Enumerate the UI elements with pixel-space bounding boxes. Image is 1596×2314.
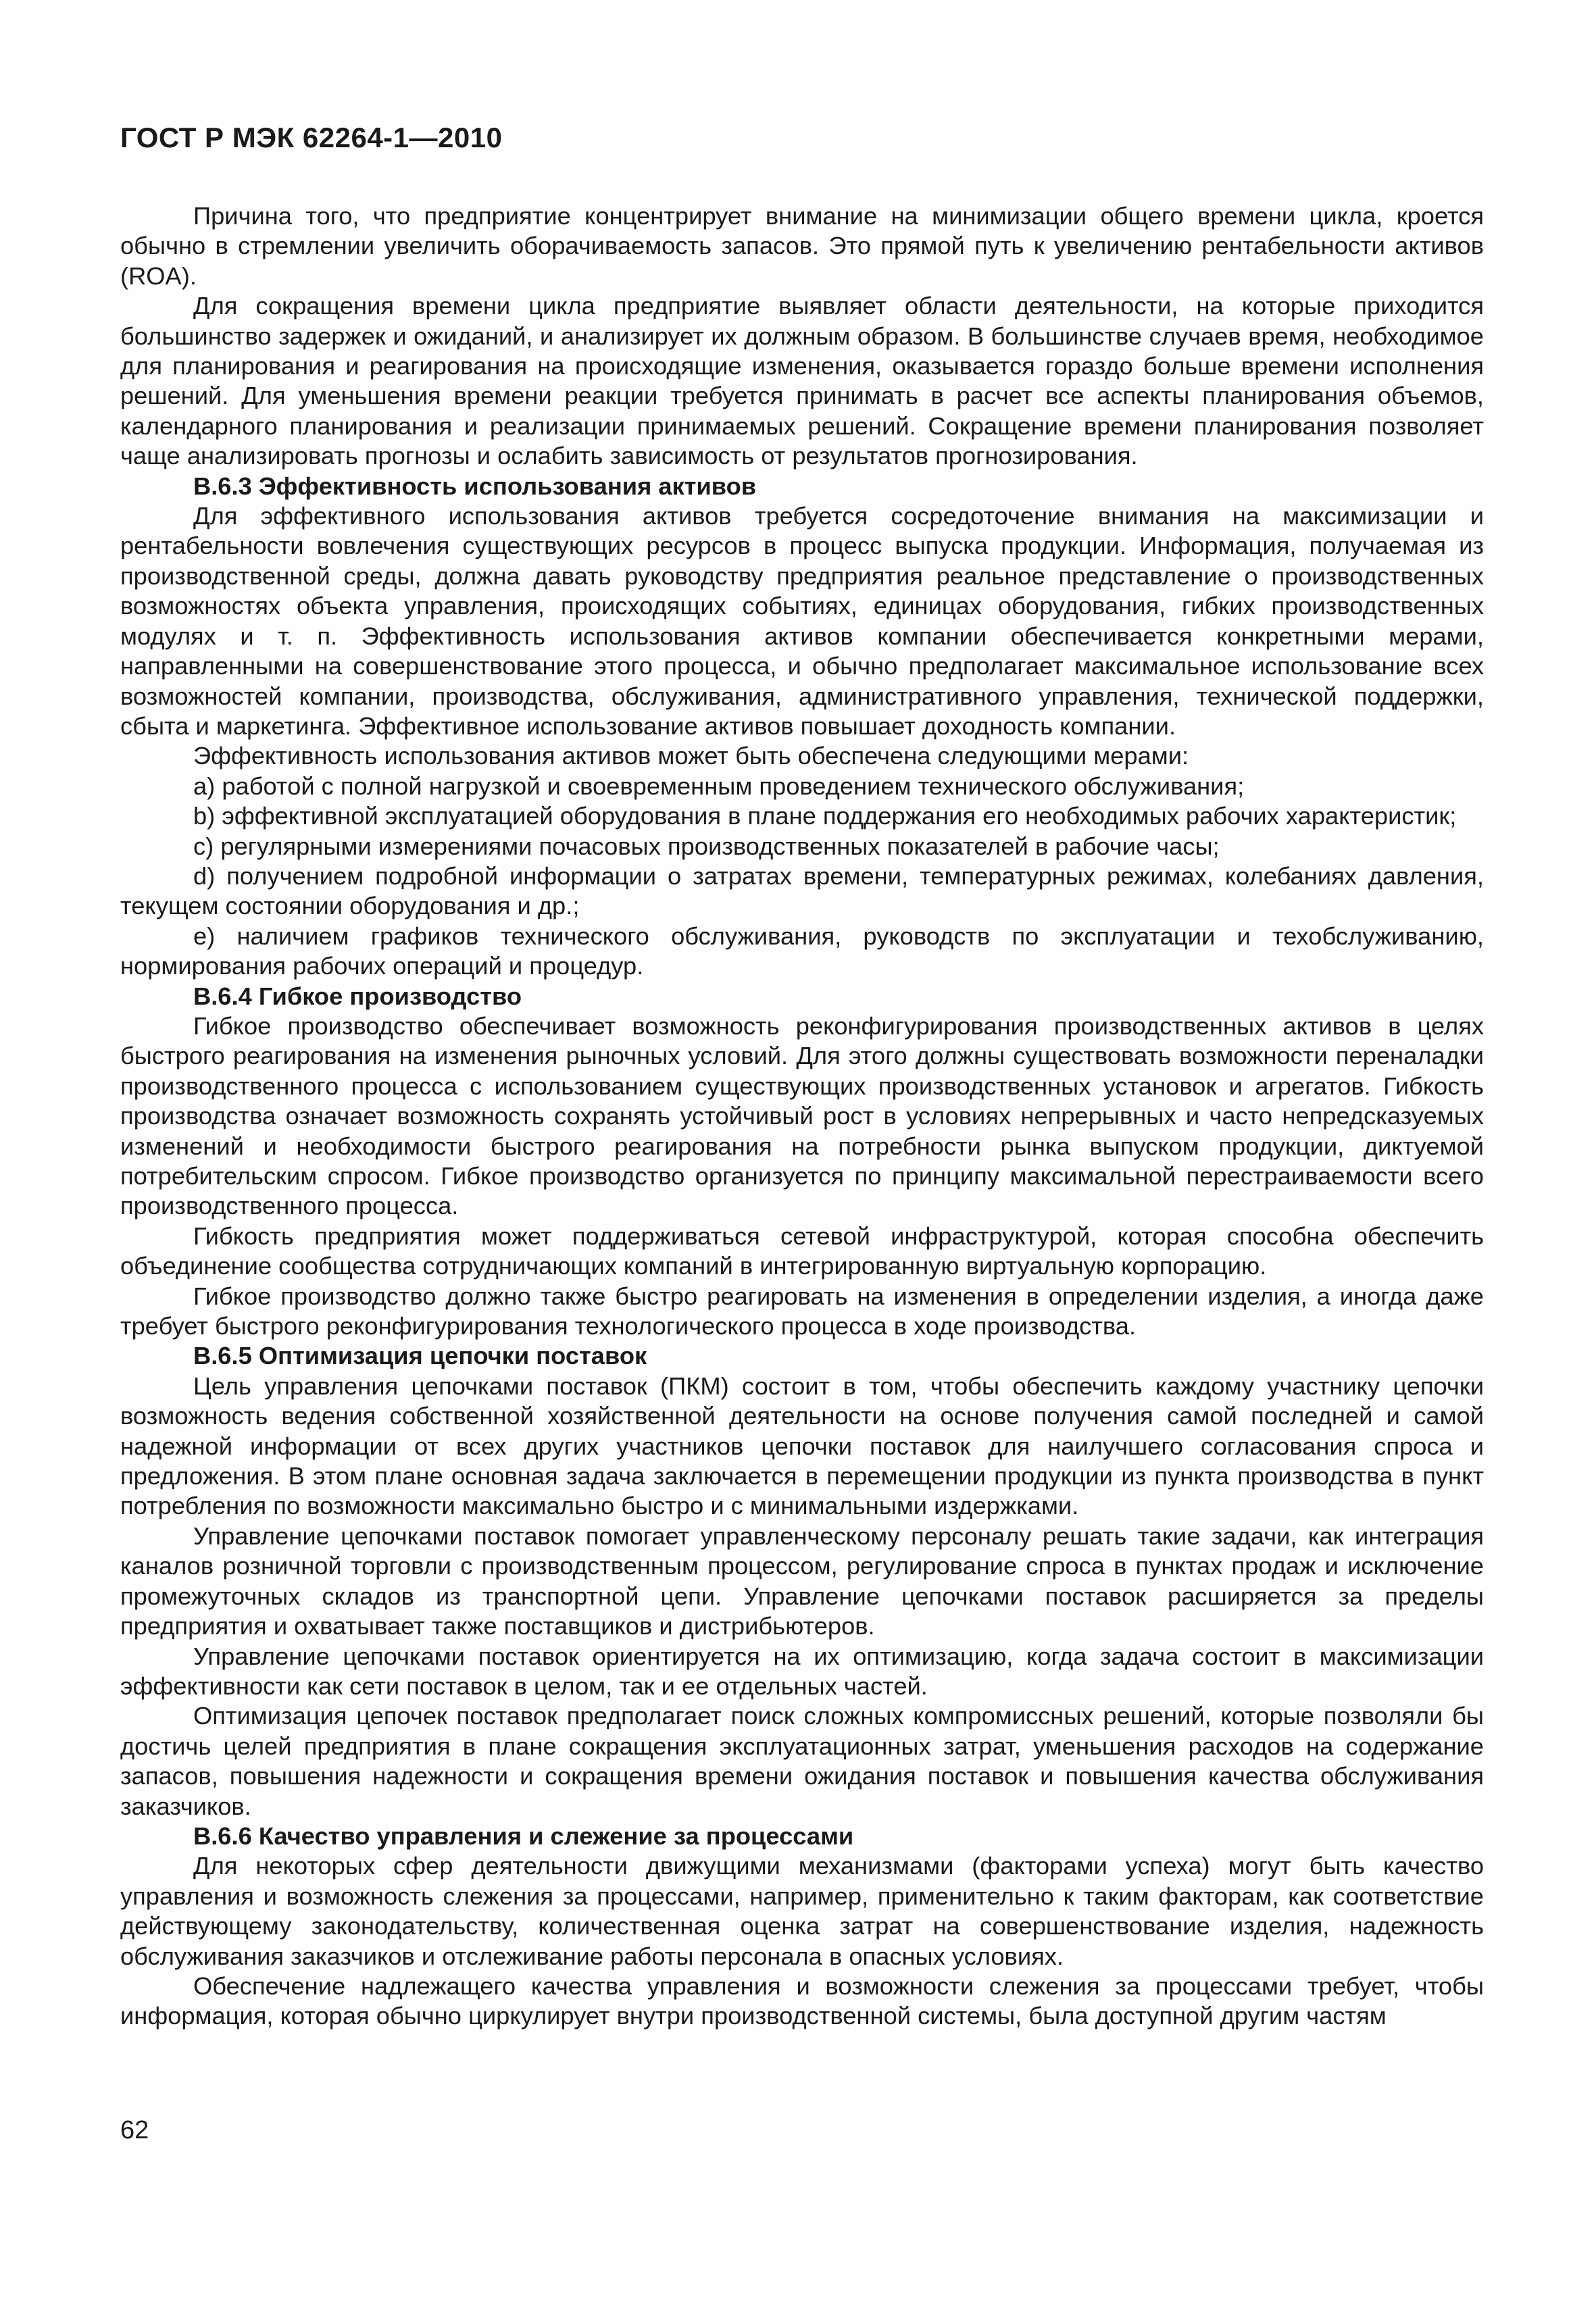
- list-item: d) получением подробной информации о затратах времени, температурных режимах, колебаниях давления, текущем состоянии оборудования и др.;: [120, 861, 1484, 920]
- paragraph: Гибкость предприятия может поддерживаться сетевой инфраструктурой, которая способна обеспечить объединение сообщества сотрудничающих компаний в интегрированную виртуальную корпорацию.: [120, 1222, 1484, 1280]
- paragraph: Эффективность использования активов может быть обеспечена следующими мерами:: [193, 742, 1189, 770]
- paragraph: Для некоторых сфер деятельности движущими механизмами (факторами успеха) могут быть качество управления и возможность слежения за процессами, например, применительно к таким факторам, как соответствие действующему законодательству, количественная оценка затрат на совершенствование изделия, надежность обслуживания заказчиков и отслеживание работы персонала в опасных условиях.: [120, 1852, 1484, 1970]
- section-heading-b63: В.6.3 Эффективность использования активов: [193, 472, 757, 500]
- paragraph: Цель управления цепочками поставок (ПКМ) состоит в том, чтобы обеспечить каждому участнику цепочки возможность ведения собственной хозяйственной деятельности на основе получения самой последней и самой надежной информации от всех других участников цепочки поставок для наилучшего согласования спроса и предложения. В этом плане основная задача заключается в перемещении продукции из пункта производства в пункт потребления по возможности максимально быстро и с минимальными издержками.: [120, 1372, 1484, 1520]
- section-heading-b64: В.6.4 Гибкое производство: [193, 982, 522, 1010]
- document-body: [120, 201, 1484, 2032]
- paragraph: Для эффективного использования активов требуется сосредоточение внимания на максимизации и рентабельности вовлечения существующих ресурсов в процесс выпуска продукции. Информация, получаемая из производственной среды, должна давать руководству предприятия реальное представление о производственных возможностях объекта управления, происходящих событиях, единицах оборудования, гибких производственных модулях и т. п. Эффективность использования активов компании обеспечивается конкретными мерами, направленными на совершенствование этого процесса, и обычно предполагает максимальное использование всех возможностей компании, производства, обслуживания, административного управления, технической поддержки, сбыта и маркетинга. Эффективное использование активов повышает доходность компании.: [120, 502, 1484, 740]
- document-code: ГОСТ Р МЭК 62264-1—2010: [120, 122, 503, 153]
- paragraph: Обеспечение надлежащего качества управления и возможности слежения за процессами требует, чтобы информация, которая обычно циркулирует внутри производственной системы, была доступной другим частям: [120, 1971, 1484, 2030]
- paragraph: Гибкое производство обеспечивает возможность реконфигурирования производственных активов в целях быстрого реагирования на изменения рыночных условий. Для этого должны существовать возможности переналадки производственного процесса с использованием существующих производственных установок и агрегатов. Гибкость производства означает возможность сохранять устойчивый рост в условиях непрерывных и часто непредсказуемых изменений и необходимости быстрого реагирования на потребности рынка выпуском продукции, диктуемой потребительским спросом. Гибкое производство организуется по принципу максимальной перестраиваемости всего производственного процесса.: [120, 1011, 1484, 1220]
- paragraph: Оптимизация цепочек поставок предполагает поиск сложных компромиссных решений, которые позволяли бы достичь целей предприятия в плане сокращения эксплуатационных затрат, уменьшения расходов на содержание запасов, повышения надежности и сокращения времени ожидания поставок и повышения качества обслуживания заказчиков.: [120, 1702, 1484, 1820]
- section-heading-b66: В.6.6 Качество управления и слежение за процессами: [193, 1821, 854, 1850]
- list-item: b) эффективной эксплуатацией оборудования в плане поддержания его необходимых рабочих характеристик;: [193, 802, 1457, 830]
- list-item: е) наличием графиков технического обслуживания, руководств по эксплуатации и техобслуживанию, нормирования рабочих операций и процедур.: [120, 922, 1484, 980]
- paragraph: Для сокращения времени цикла предприятие выявляет области деятельности, на которые приходится большинство задержек и ожиданий, и анализирует их должным образом. В большинстве случаев время, необходимое для планирования и реагирования на происходящие изменения, оказывается гораздо больше времени исполнения решений. Для уменьшения времени реакции требуется принимать в расчет все аспекты планирования объемов, календарного планирования и реализации принимаемых решений. Сокращение времени планирования позволяет чаще анализировать прогнозы и ослабить зависимость от результатов прогнозирования.: [120, 292, 1484, 470]
- paragraph: Управление цепочками поставок ориентируется на их оптимизацию, когда задача состоит в максимизации эффективности как сети поставок в целом, так и ее отдельных частей.: [120, 1642, 1484, 1700]
- paragraph: Причина того, что предприятие концентрирует внимание на минимизации общего времени цикла, кроется обычно в стремлении увеличить оборачиваемость запасов. Это прямой путь к увеличению рентабельности активов (ROA).: [120, 202, 1484, 290]
- page-number: 62: [120, 2116, 149, 2144]
- list-item: а) работой с полной нагрузкой и своевременным проведением технического обслуживания;: [193, 772, 1245, 800]
- paragraph: Гибкое производство должно также быстро реагировать на изменения в определении изделия, а иногда даже требует быстрого реконфигурирования технологического процесса в ходе производства.: [120, 1282, 1484, 1340]
- list-item: с) регулярными измерениями почасовых производственных показателей в рабочие часы;: [193, 832, 1220, 860]
- paragraph: Управление цепочками поставок помогает управленческому персоналу решать такие задачи, как интеграция каналов розничной торговли с производственным процессом, регулирование спроса в пунктах продаж и исключение промежуточных складов из транспортной цепи. Управление цепочками поставок расширяется за пределы предприятия и охватывает также поставщиков и дистрибьютеров.: [120, 1521, 1484, 1640]
- section-heading-b65: В.6.5 Оптимизация цепочки поставок: [193, 1342, 647, 1370]
